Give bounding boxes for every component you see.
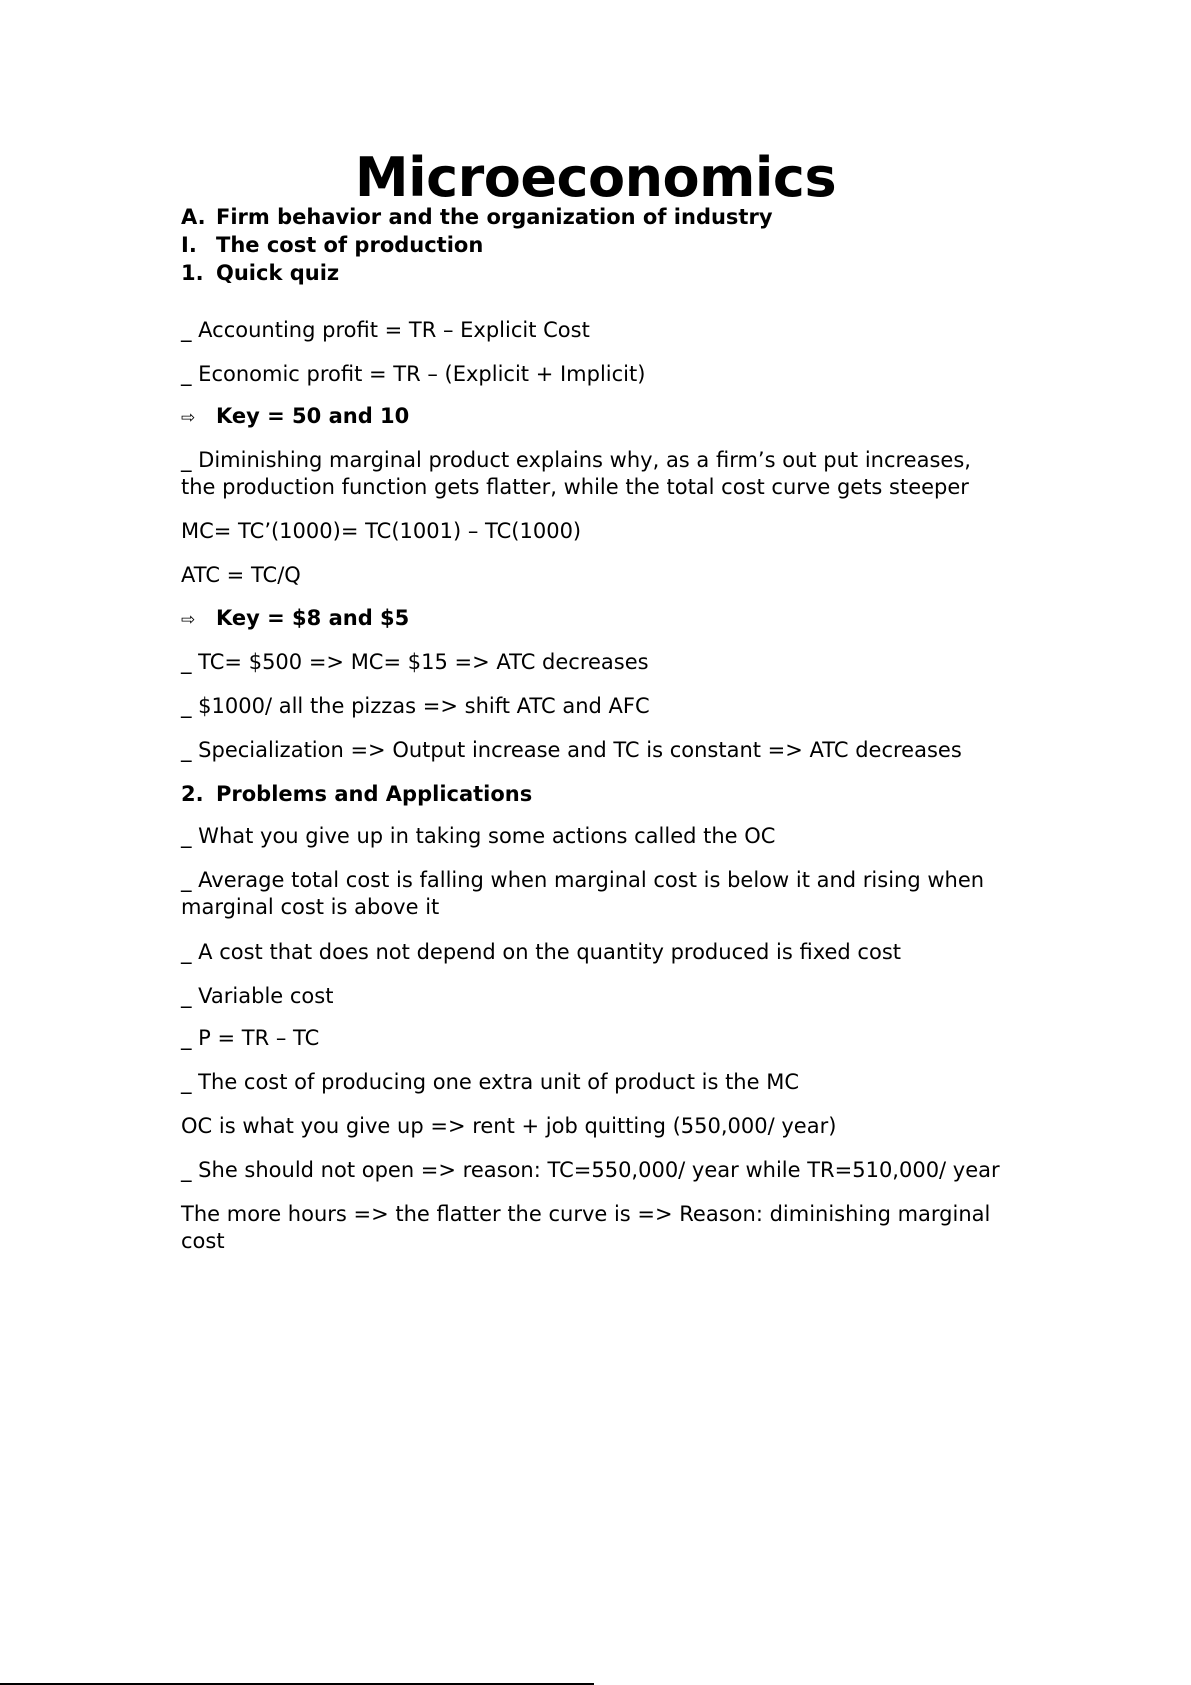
- accounting-profit-line: _ Accounting profit = TR – Explicit Cost: [181, 318, 590, 342]
- oc-rent-line: OC is what you give up => rent + job quitting (550,000/ year): [181, 1114, 837, 1138]
- pizzas-line: _ $1000/ all the pizzas => shift ATC and AFC: [181, 694, 650, 718]
- specialization-line: _ Specialization => Output increase and TC is constant => ATC decreases: [181, 738, 962, 762]
- key-answer-2: [181, 604, 409, 634]
- key-text: Key = 50 and 10: [216, 404, 410, 428]
- key-text: Key = $8 and $5: [216, 606, 410, 630]
- arrow-right-icon: ⇨: [181, 610, 196, 630]
- oc-definition-line: _ What you give up in taking some actions called the OC: [181, 824, 776, 848]
- heading-text: Quick quiz: [216, 261, 340, 285]
- heading-section-i: [181, 231, 483, 259]
- heading-section-a: [181, 203, 773, 231]
- fixed-cost-line: _ A cost that does not depend on the quantity produced is fixed cost: [181, 940, 901, 964]
- key-answer-1: [181, 402, 409, 432]
- atc-mc-paragraph: [181, 867, 1061, 921]
- paragraph-line: the production function gets flatter, while the total cost curve gets steeper: [181, 475, 969, 499]
- diminishing-marginal-product-paragraph: [181, 447, 1061, 501]
- paragraph-line: _ Average total cost is falling when marginal cost is below it and rising when: [181, 868, 985, 892]
- paragraph-line: cost: [181, 1229, 225, 1253]
- heading-text: Problems and Applications: [216, 782, 533, 806]
- heading-number: A.: [181, 205, 206, 229]
- heading-text: Firm behavior and the organization of industry: [216, 205, 773, 229]
- paragraph-line: marginal cost is above it: [181, 895, 440, 919]
- heading-number: 1.: [181, 261, 204, 285]
- mc-formula-line: MC= TC’(1000)= TC(1001) – TC(1000): [181, 519, 582, 543]
- profit-formula-line: _ P = TR – TC: [181, 1026, 320, 1050]
- mc-definition-line: _ The cost of producing one extra unit of product is the MC: [181, 1070, 799, 1094]
- document-title: Microeconomics: [354, 146, 837, 209]
- more-hours-paragraph: [181, 1201, 1061, 1255]
- heading-number: I.: [181, 233, 197, 257]
- heading-problems-applications: [181, 780, 532, 808]
- paragraph-line: The more hours => the flatter the curve is => Reason: diminishing marginal: [181, 1202, 991, 1226]
- economic-profit-line: _ Economic profit = TR – (Explicit + Implicit): [181, 362, 646, 386]
- heading-number: 2.: [181, 782, 204, 806]
- heading-quick-quiz: [181, 259, 339, 287]
- variable-cost-line: _ Variable cost: [181, 984, 334, 1008]
- should-not-open-line: _ She should not open => reason: TC=550,000/ year while TR=510,000/ year: [181, 1158, 1000, 1182]
- atc-formula-line: ATC = TC/Q: [181, 563, 301, 587]
- arrow-right-icon: ⇨: [181, 408, 196, 428]
- paragraph-line: _ Diminishing marginal product explains why, as a firm’s out put increases,: [181, 448, 971, 472]
- heading-text: The cost of production: [216, 233, 484, 257]
- tc-500-line: _ TC= $500 => MC= $15 => ATC decreases: [181, 650, 649, 674]
